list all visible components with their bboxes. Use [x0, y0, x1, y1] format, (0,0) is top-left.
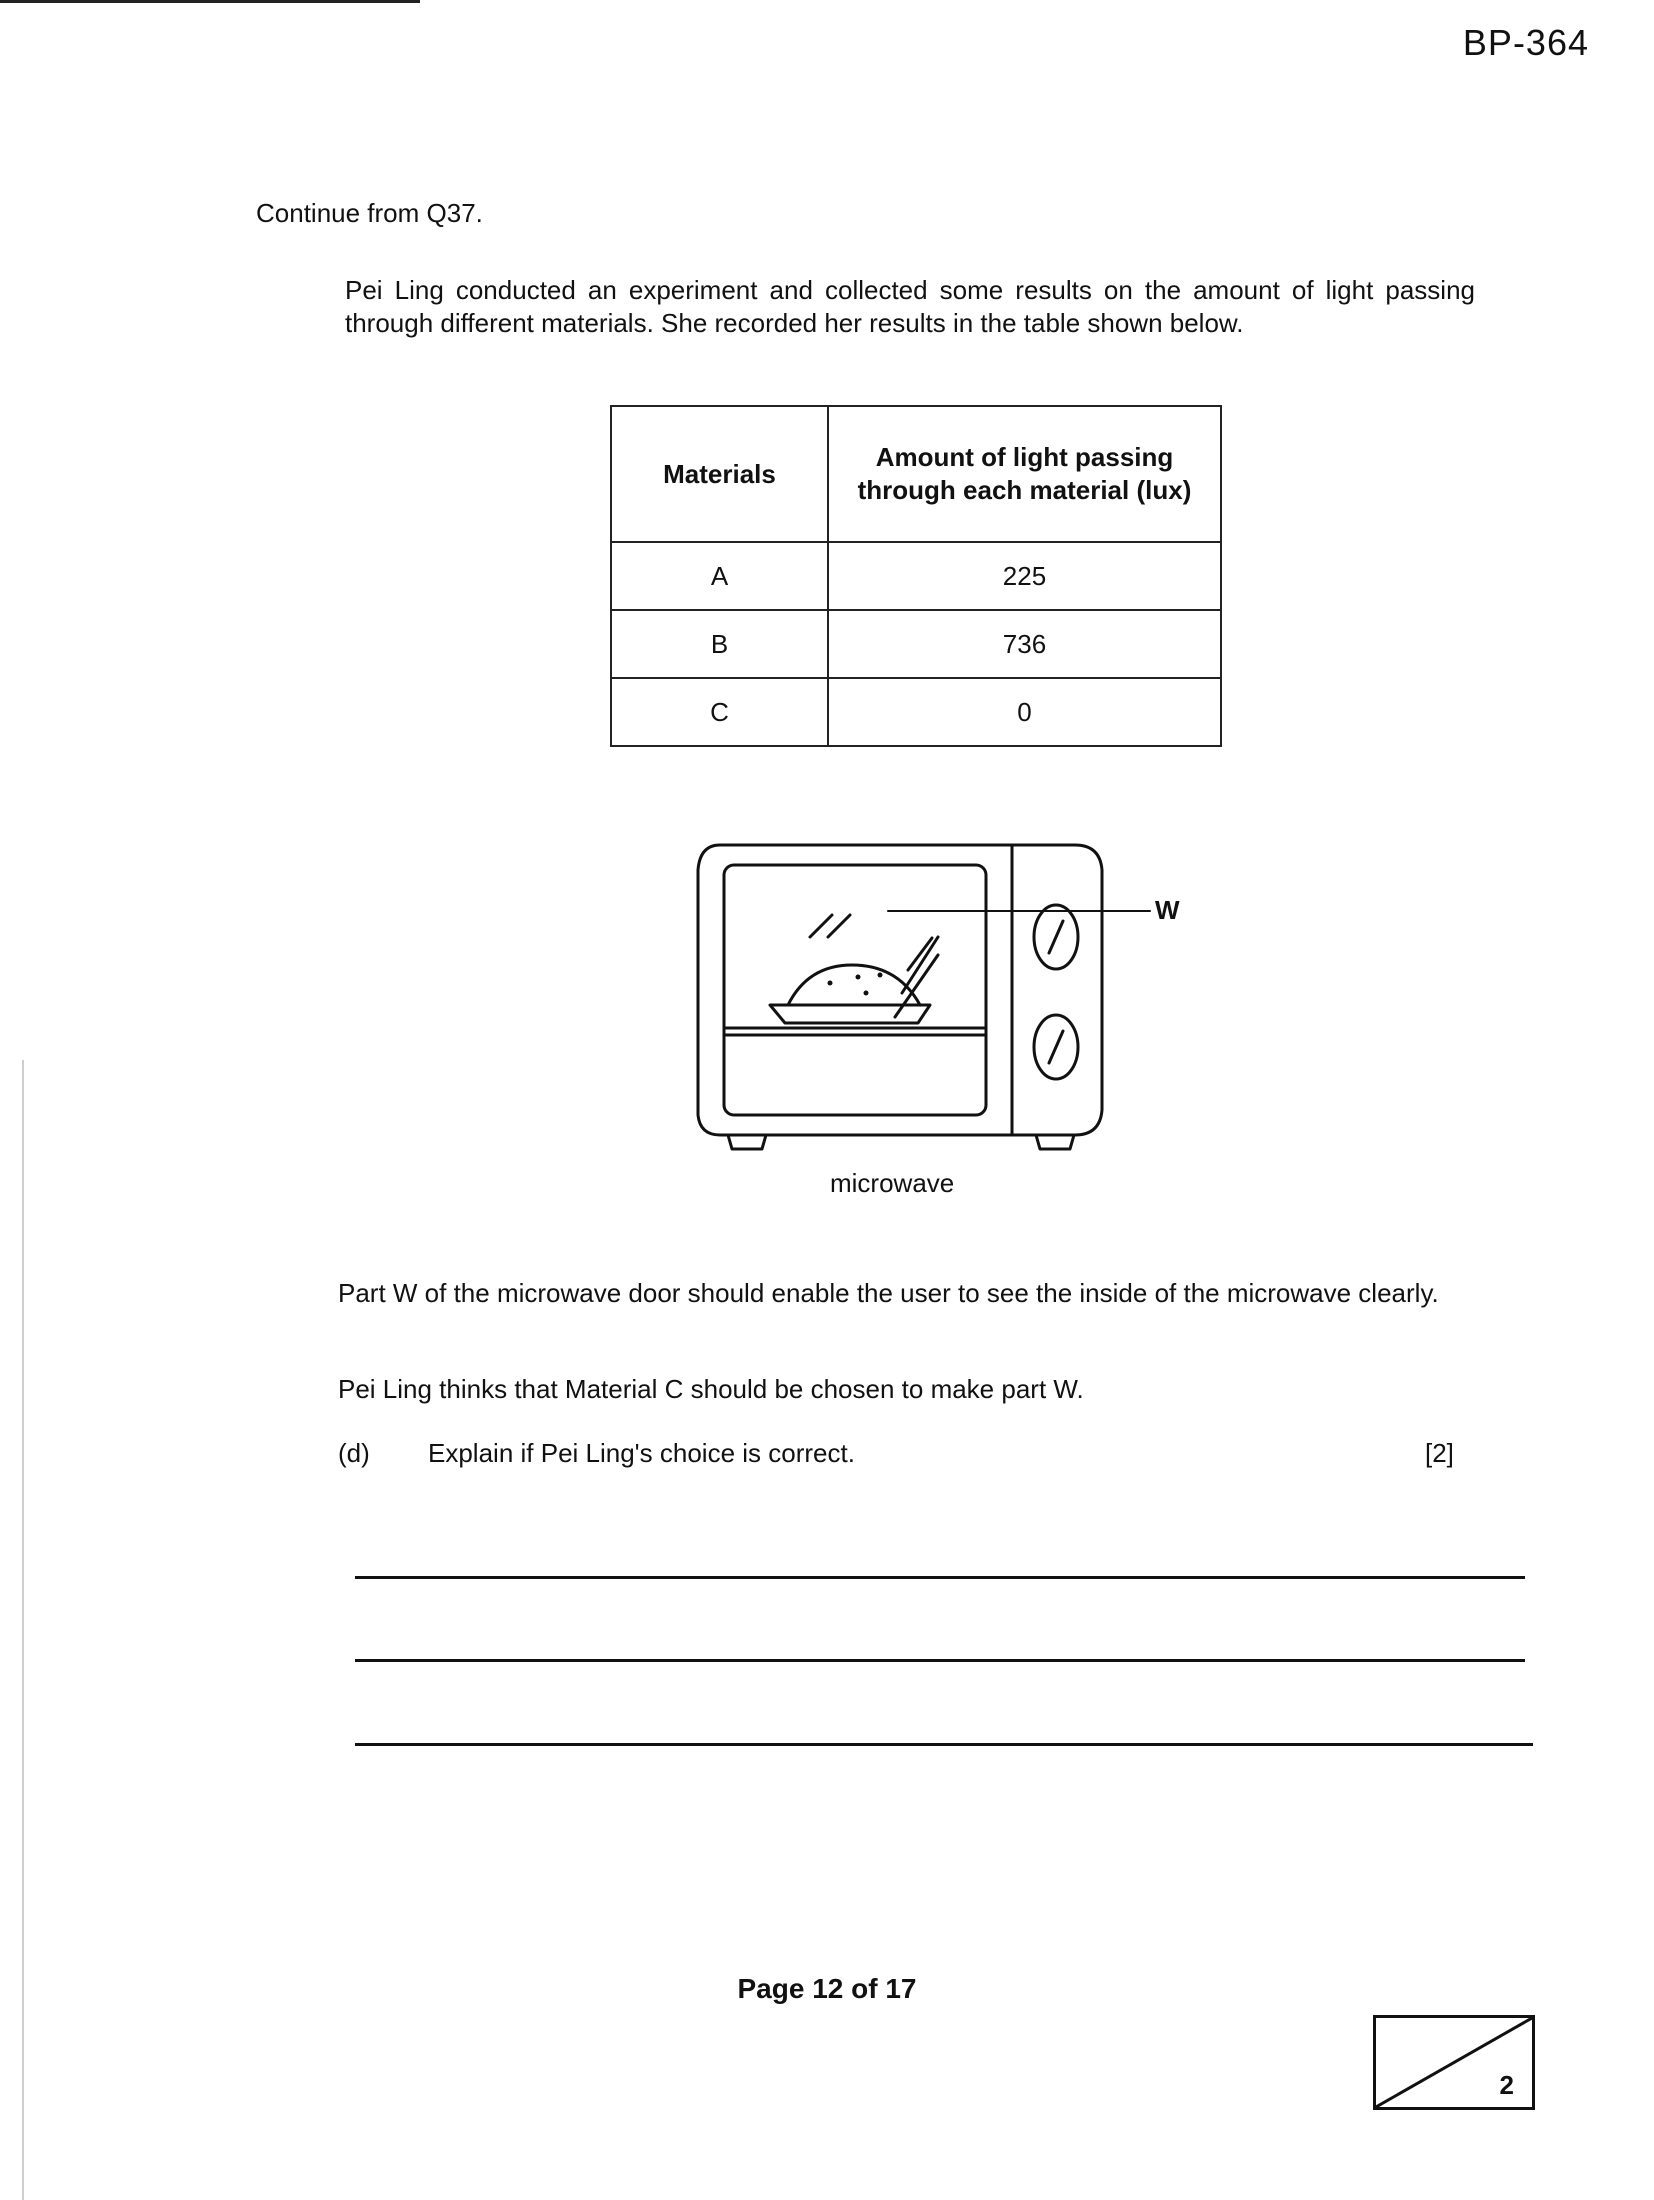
answer-line[interactable] — [355, 1659, 1525, 1662]
table-row — [611, 678, 1221, 746]
figure-caption: microwave — [830, 1168, 955, 1198]
results-table — [610, 405, 1222, 747]
cell-material: A — [611, 542, 828, 610]
paper-code: BP-364 — [1462, 22, 1589, 63]
choice-paragraph: Pei Ling thinks that Material C should be chosen to make part W. — [338, 1374, 1084, 1404]
header-light-amount — [828, 406, 1221, 542]
cell-light: 736 — [828, 610, 1221, 678]
score-box — [1373, 2015, 1535, 2110]
header-materials: Materials — [611, 406, 828, 542]
intro-paragraph: Pei Ling conducted an experiment and collected some results on the amount of light passing through different materials. She recorded her results in the table shown below. — [345, 275, 1475, 338]
cell-material: B — [611, 610, 828, 678]
microwave-illustration — [680, 825, 1220, 1155]
answer-line[interactable] — [355, 1576, 1525, 1579]
margin-line — [22, 1060, 24, 2200]
part-w-label: W — [1155, 895, 1180, 925]
question-marks: [2] — [1425, 1438, 1454, 1468]
part-w-paragraph: Part W of the microwave door should enable the user to see the inside of the microwave clearly. — [338, 1278, 1439, 1308]
answer-line[interactable] — [355, 1743, 1533, 1746]
top-rule — [0, 0, 420, 3]
score-value: 2 — [1499, 2070, 1514, 2100]
table-header-row — [611, 406, 1221, 542]
cell-light: 0 — [828, 678, 1221, 746]
table-row — [611, 610, 1221, 678]
question-text: Explain if Pei Ling's choice is correct. — [428, 1438, 855, 1468]
page-number: Page 12 of 17 — [737, 1973, 917, 2004]
continue-note: Continue from Q37. — [256, 198, 483, 228]
cell-light: 225 — [828, 542, 1221, 610]
question-label: (d) — [338, 1438, 370, 1468]
cell-material: C — [611, 678, 828, 746]
header-light-text: Amount of light passing through each material (lux) — [857, 442, 1192, 505]
microwave-figure — [680, 825, 1220, 1160]
table-row — [611, 542, 1221, 610]
